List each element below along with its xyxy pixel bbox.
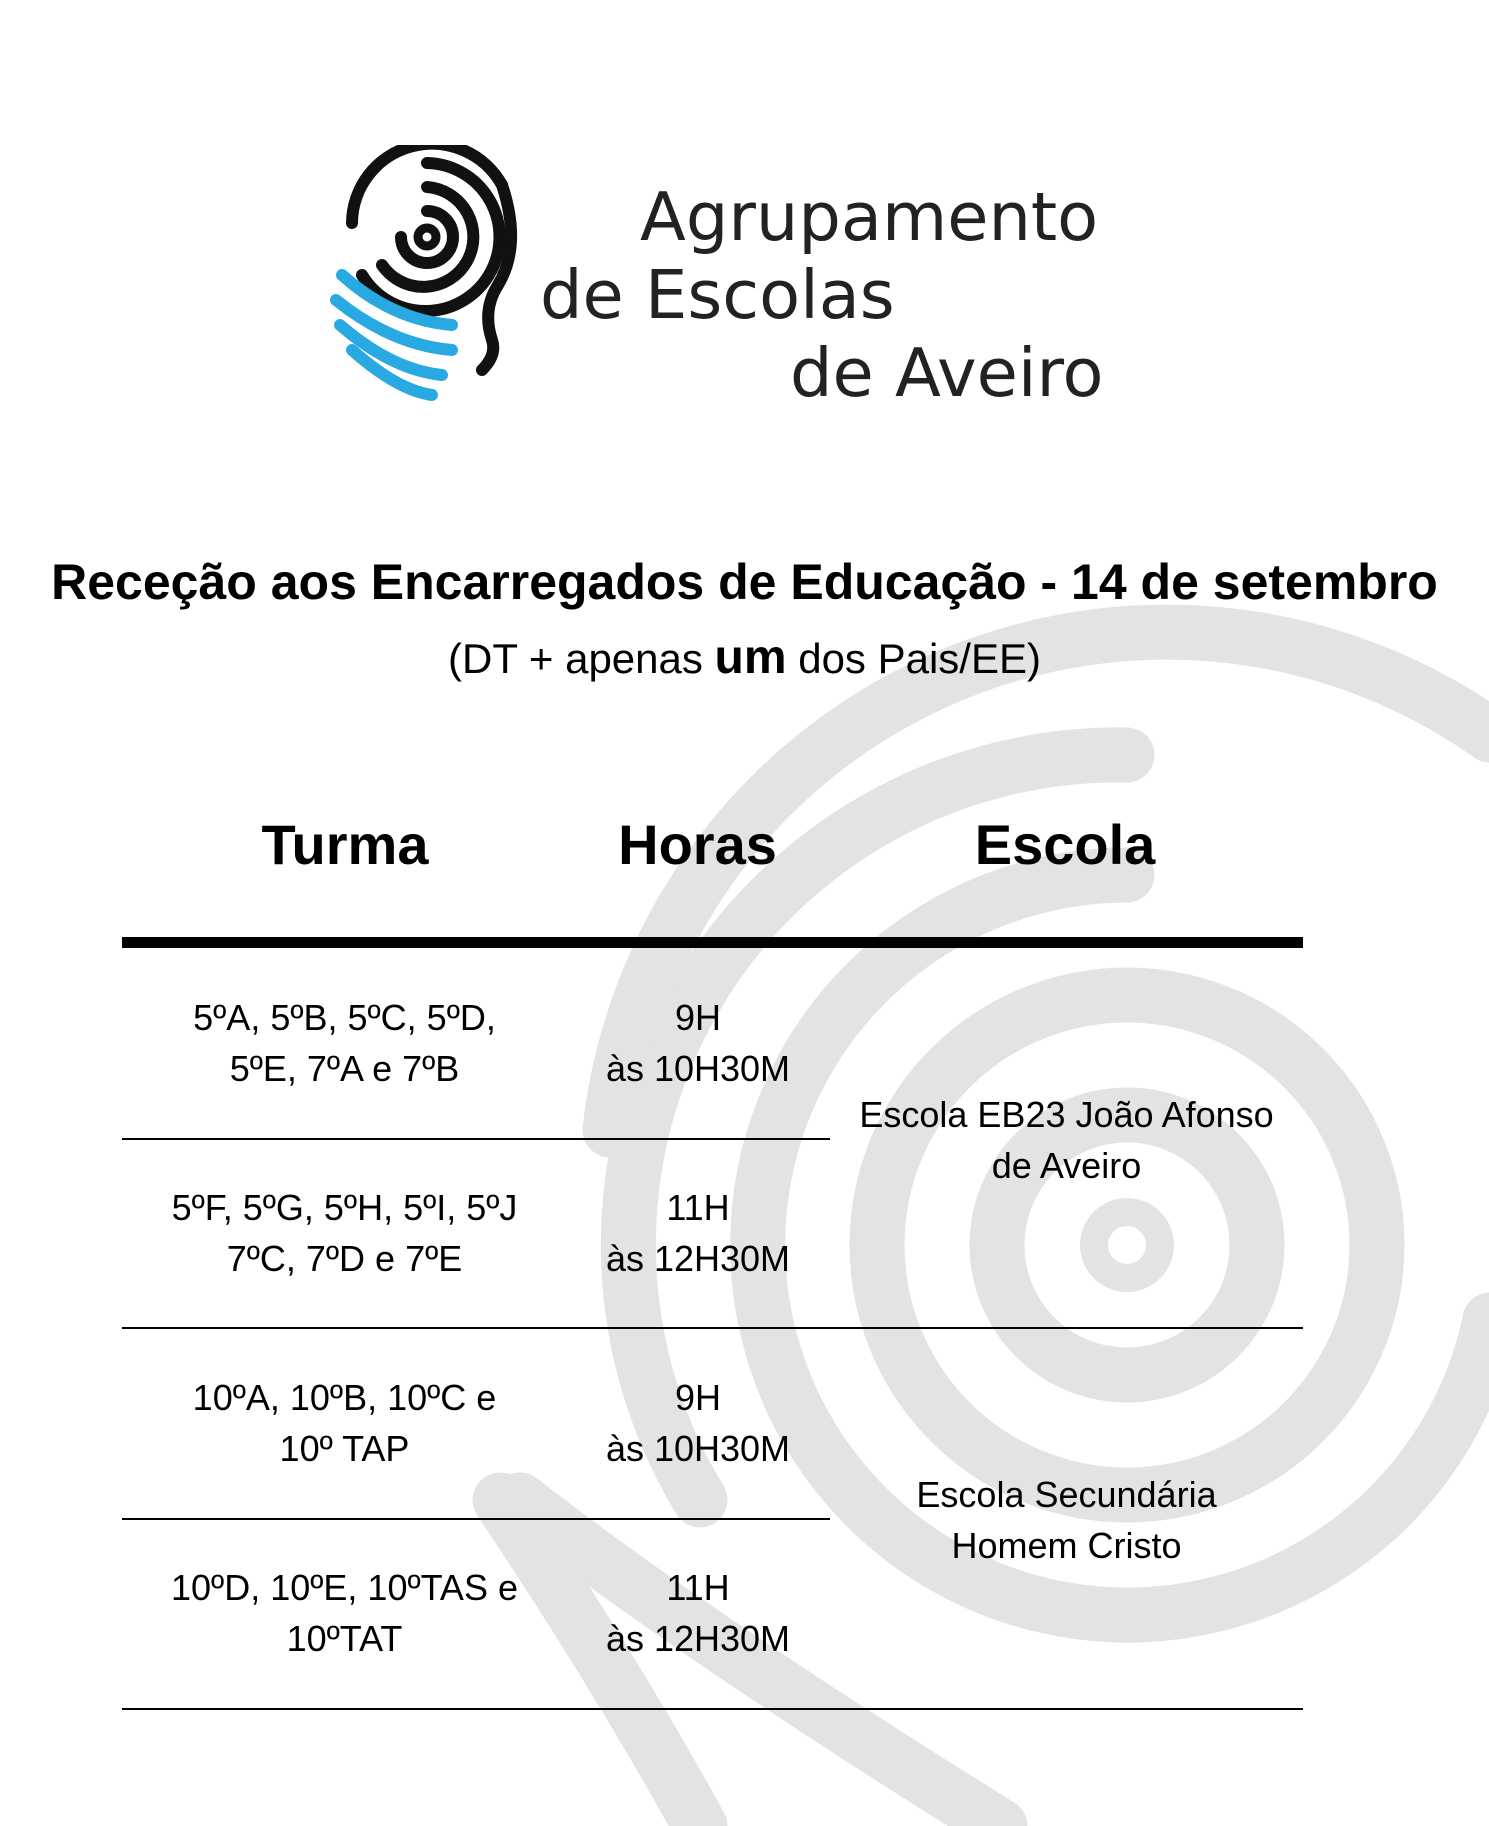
row-divider-1 (122, 1138, 830, 1140)
subtitle-after: dos Pais/EE) (786, 635, 1041, 682)
row-1-horas-line-1: 9H (674, 997, 722, 1038)
table-row-3-turma (122, 1372, 567, 1474)
logo-text-line1: Agrupamento (640, 178, 1099, 256)
table-row-2-horas (567, 1182, 829, 1284)
group-divider (122, 1327, 1303, 1329)
table-row-1-horas (567, 992, 829, 1094)
row-3-horas-line-2: às 10H30M (605, 1428, 791, 1469)
row-1-turma-line-1: 5ºA, 5ºB, 5ºC, 5ºD, (193, 997, 496, 1038)
column-header-turma: Turma (261, 813, 429, 876)
school-eb23-joao-afonso (830, 1089, 1303, 1191)
page-title: Receção aos Encarregados de Educação - 14 de setembro (51, 554, 1438, 610)
page-subtitle (0, 630, 1489, 685)
school-1-line-2: de Aveiro (991, 1145, 1142, 1186)
subtitle-emphasis: um (714, 631, 787, 684)
logo-text-line3: de Aveiro (790, 334, 1104, 412)
table-row-4-turma (122, 1562, 567, 1664)
row-1-turma-line-2: 5ºE, 7ºA e 7ºB (229, 1048, 460, 1089)
table-bottom-rule (122, 1708, 1303, 1710)
row-1-horas-line-2: às 10H30M (605, 1048, 791, 1089)
row-2-turma-line-1: 5ºF, 5ºG, 5ºH, 5ºI, 5ºJ (171, 1187, 518, 1228)
row-4-horas-line-1: 11H (666, 1567, 730, 1608)
school-secundaria-homem-cristo (830, 1469, 1303, 1571)
column-header-horas: Horas (618, 813, 777, 876)
row-4-horas-line-2: às 12H30M (605, 1618, 791, 1659)
column-header-escola: Escola (974, 813, 1156, 876)
row-3-turma-line-1: 10ºA, 10ºB, 10ºC e (192, 1377, 497, 1418)
fingerprint-logo-icon (322, 145, 562, 405)
school-group-logo (262, 100, 1227, 470)
row-3-turma-line-2: 10º TAP (279, 1428, 410, 1469)
table-row-3-horas (567, 1372, 829, 1474)
table-row-2-turma (122, 1182, 567, 1284)
school-2-line-1: Escola Secundária (916, 1474, 1217, 1515)
school-2-line-2: Homem Cristo (951, 1525, 1182, 1566)
row-2-horas-line-2: às 12H30M (605, 1238, 791, 1279)
row-4-turma-line-2: 10ºTAT (286, 1618, 403, 1659)
subtitle-before: (DT + apenas (448, 635, 715, 682)
row-divider-3 (122, 1518, 830, 1520)
table-header-divider (122, 937, 1303, 948)
row-3-horas-line-1: 9H (674, 1377, 722, 1418)
table-row-1-turma (122, 992, 567, 1094)
table-row-4-horas (567, 1562, 829, 1664)
row-2-horas-line-1: 11H (666, 1187, 730, 1228)
logo-text-line2: de Escolas (540, 256, 895, 334)
school-1-line-1: Escola EB23 João Afonso (859, 1094, 1274, 1135)
row-2-turma-line-2: 7ºC, 7ºD e 7ºE (226, 1238, 463, 1279)
row-4-turma-line-1: 10ºD, 10ºE, 10ºTAS e (171, 1567, 518, 1608)
